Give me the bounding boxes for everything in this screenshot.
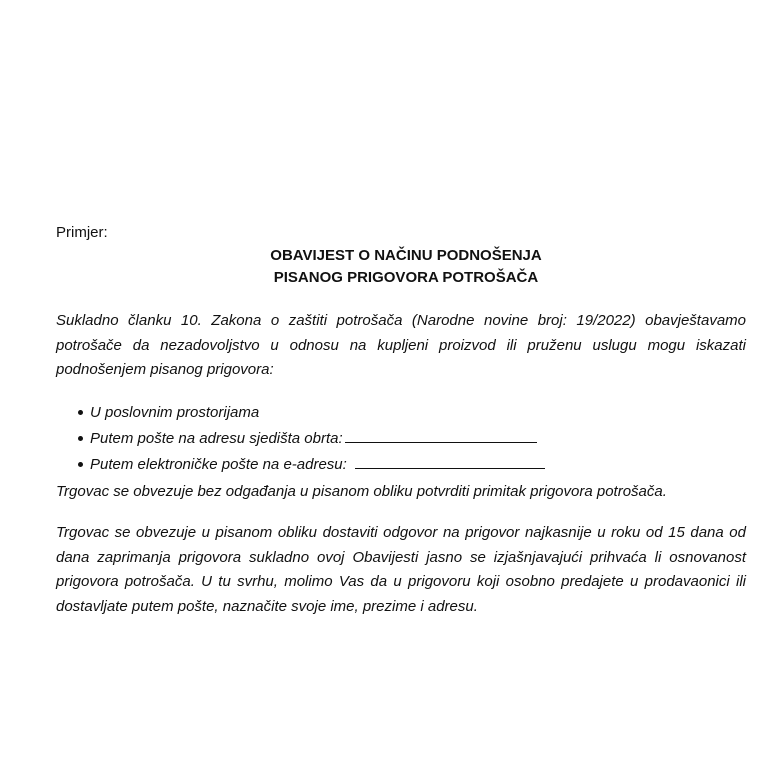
option-business-premises: U poslovnim prostorijama bbox=[90, 404, 260, 421]
notice-title-line-2: PISANOG PRIGOVORA POTROŠAČA bbox=[273, 269, 539, 286]
bullet-icon bbox=[78, 410, 83, 415]
complaint-options-list bbox=[78, 400, 545, 478]
bullet-icon bbox=[78, 462, 83, 467]
option-email-address: Putem elektroničke pošte na e-adresu: bbox=[90, 456, 347, 473]
confirmation-sentence: Trgovac se obvezuje bez odgađanja u pisanom obliku potvrditi primitak prigovora potrošača. bbox=[56, 483, 667, 500]
option-postal-address: Putem pošte na adresu sjedišta obrta: bbox=[90, 430, 343, 447]
notice-title-line-1: OBAVIJEST O NAČINU PODNOŠENJA bbox=[270, 247, 542, 264]
list-item bbox=[78, 400, 545, 426]
postal-address-blank-line bbox=[345, 428, 537, 443]
email-address-blank-line bbox=[355, 454, 545, 469]
list-item bbox=[78, 426, 545, 452]
list-item bbox=[78, 452, 545, 478]
intro-paragraph: Sukladno članku 10. Zakona o zaštiti potrošača (Narodne novine broj: 19/2022) obavještavamo potrošače da nezadovoljstvo u odnosu na kupljeni proizvod ili pruženu uslugu mogu iskazati podnošenjem pisanog prigovora: bbox=[56, 312, 746, 378]
bullet-icon bbox=[78, 436, 83, 441]
response-paragraph: Trgovac se obvezuje u pisanom obliku dostaviti odgovor na prigovor najkasnije u roku od 15 dana od dana zaprimanja prigovora sukladno ovoj Obavijesti jasno se izjašnjavajući prihvaća li osnovanost prigovora potrošača. U tu svrhu, molimo Vas da u prigovoru koji osobno predajete u prodavaonici ili dostavljate putem pošte, naznačite svoje ime, prezime i adresu. bbox=[56, 524, 746, 615]
example-label: Primjer: bbox=[56, 224, 108, 241]
